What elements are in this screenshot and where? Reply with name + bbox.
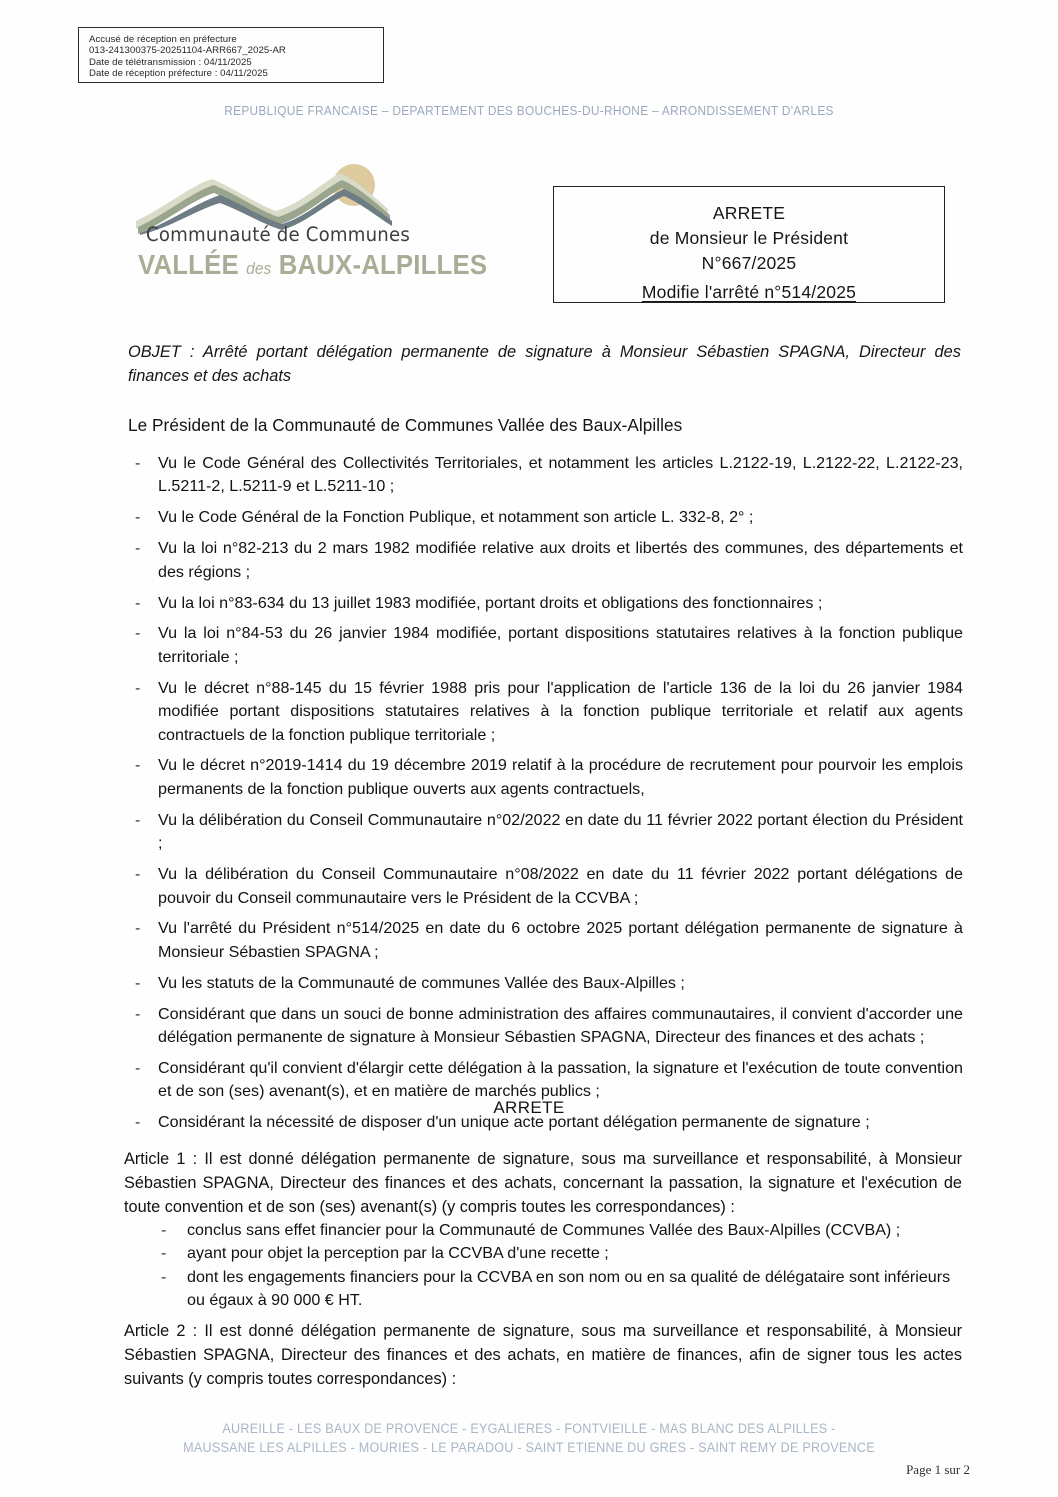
objet-label: OBJET : <box>128 343 195 361</box>
footer-communes <box>32 1419 1027 1457</box>
logo-text-communaute: Communauté de Communes <box>146 223 410 246</box>
list-item: - Vu le Code Général de la Fonction Publique, et notamment son article L. 332-8, 2° ; <box>128 506 963 529</box>
list-item: - Considérant que dans un souci de bonne administration des affaires communautaires, il convient d'accorder une délégation permanente de signature à Monsieur Sébastien SPAGNA, Directeur des finances et des achats ; <box>128 1003 963 1050</box>
arrete-title-line1: ARRETE <box>712 203 786 223</box>
accuse-line-2: 013-241300375-20251104-ARR667_2025-AR <box>89 45 286 57</box>
footer-communes-line-2: MAUSSANE LES ALPILLES - MOURIES - LE PARADOU - SAINT ETIENNE DU GRES - SAINT REMY DE PROVENCE <box>183 1440 875 1455</box>
accuse-reception-box <box>78 27 384 83</box>
arrete-title-line2: de Monsieur le Président <box>649 228 849 248</box>
arrete-decision-heading: ARRETE <box>493 1098 565 1117</box>
list-item: - Vu les statuts de la Communauté de communes Vallée des Baux-Alpilles ; <box>128 972 963 995</box>
objet-text: Arrêté portant délégation permanente de signature à Monsieur Sébastien SPAGNA, Directeur des finances et des achats <box>128 343 961 385</box>
list-item: - Vu la délibération du Conseil Communautaire n°02/2022 en date du 11 février 2022 portant élection du Président ; <box>128 809 963 856</box>
page-number: Page 1 sur 2 <box>906 1462 970 1477</box>
list-item: - Vu le décret n°88-145 du 15 février 1988 pris pour l'application de l'article 136 de la loi du 26 janvier 1984 modifiée portant dispositions statutaires relatives à la fonction publique territoriale et relatif aux agents contractuels de la fonction publique territoriale ; <box>128 677 963 747</box>
considerants-list <box>128 452 963 1142</box>
list-item: - Vu la loi n°84-53 du 26 janvier 1984 modifiée, portant dispositions statutaires relatives à la fonction publique territoriale ; <box>128 622 963 669</box>
logo-vallee-word: VALLÉE <box>138 249 239 280</box>
ccvba-logo <box>126 163 488 285</box>
list-item: - conclus sans effet financier pour la Communauté de Communes Vallée des Baux-Alpilles (CCVBA) ; <box>155 1219 963 1242</box>
republic-banner: REPUBLIQUE FRANCAISE – DEPARTEMENT DES BOUCHES-DU-RHONE – ARRONDISSEMENT D'ARLES <box>224 103 834 118</box>
footer-communes-line-1: AUREILLE - LES BAUX DE PROVENCE - EYGALIERES - FONTVIEILLE - MAS BLANC DES ALPILLES - <box>222 1421 836 1436</box>
list-item: - Vu la loi n°82-213 du 2 mars 1982 modifiée relative aux droits et libertés des communes, des départements et des régions ; <box>128 537 963 584</box>
article-1-bullets <box>155 1219 963 1313</box>
list-item: - Vu le décret n°2019-1414 du 19 décembre 2019 relatif à la procédure de recrutement pour pourvoir les emplois permanents de la fonction publique ouverts aux agents contractuels, <box>128 754 963 801</box>
list-item: - dont les engagements financiers pour la CCVBA en son nom ou en sa qualité de délégataire sont inférieurs ou égaux à 90 000 € HT. <box>155 1266 963 1313</box>
objet-paragraph <box>128 340 961 388</box>
president-heading: Le Président de la Communauté de Communes Vallée des Baux-Alpilles <box>128 415 683 435</box>
list-item: - Considérant la nécessité de disposer d'un unique acte portant délégation permanente de signature ; <box>128 1111 963 1134</box>
accuse-line-4: Date de réception préfecture : 04/11/2025 <box>89 68 268 80</box>
accuse-line-1: Accusé de réception en préfecture <box>89 34 237 45</box>
article-2-paragraph: Article 2 : Il est donné délégation permanente de signature, sous ma surveillance et responsabilité, à Monsieur Sébastien SPAGNA, Directeur des finances et des achats, en matière de finances, afin de signer tous les actes suivants (y compris toutes correspondances) : <box>124 1322 962 1388</box>
list-item: - Vu la délibération du Conseil Communautaire n°08/2022 en date du 11 février 2022 portant délégations de pouvoir du Conseil communautaire vers le Président de la CCVBA ; <box>128 863 963 910</box>
logo-baux-word: BAUX-ALPILLES <box>278 249 488 280</box>
list-item: - Vu la loi n°83-634 du 13 juillet 1983 modifiée, portant droits et obligations des fonctionnaires ; <box>128 592 963 615</box>
list-item: - Vu l'arrêté du Président n°514/2025 en date du 6 octobre 2025 portant délégation permanente de signature à Monsieur Sébastien SPAGNA ; <box>128 917 963 964</box>
arrete-number: N°667/2025 <box>701 253 797 273</box>
list-item: - Considérant qu'il convient d'élargir cette délégation à la passation, la signature et l'exécution de toute convention et de son (ses) avenant(s), et en matière de marchés publics ; <box>128 1057 963 1104</box>
arrete-modifies-reference: Modifie l'arrêté n°514/2025 <box>641 282 857 302</box>
list-item: - Vu le Code Général des Collectivités Territoriales, et notamment les articles L.2122-19, L.2122-22, L.2122-23, L.5211-2, L.5211-9 et L.5211-10 ; <box>128 452 963 499</box>
list-item: - ayant pour objet la perception par la CCVBA d'une recette ; <box>155 1242 963 1265</box>
accuse-line-3: Date de télétransmission : 04/11/2025 <box>89 56 252 68</box>
arrete-title-box <box>553 186 945 303</box>
article-1-paragraph: Article 1 : Il est donné délégation permanente de signature, sous ma surveillance et responsabilité, à Monsieur Sébastien SPAGNA, Directeur des finances et des achats, concernant la passation, la signature et l'exécution de toute convention et de son (ses) avenant(s) (y compris toutes les correspondances) : <box>124 1150 962 1216</box>
logo-text-vallee <box>138 249 488 281</box>
logo-des-word: des <box>246 259 272 278</box>
